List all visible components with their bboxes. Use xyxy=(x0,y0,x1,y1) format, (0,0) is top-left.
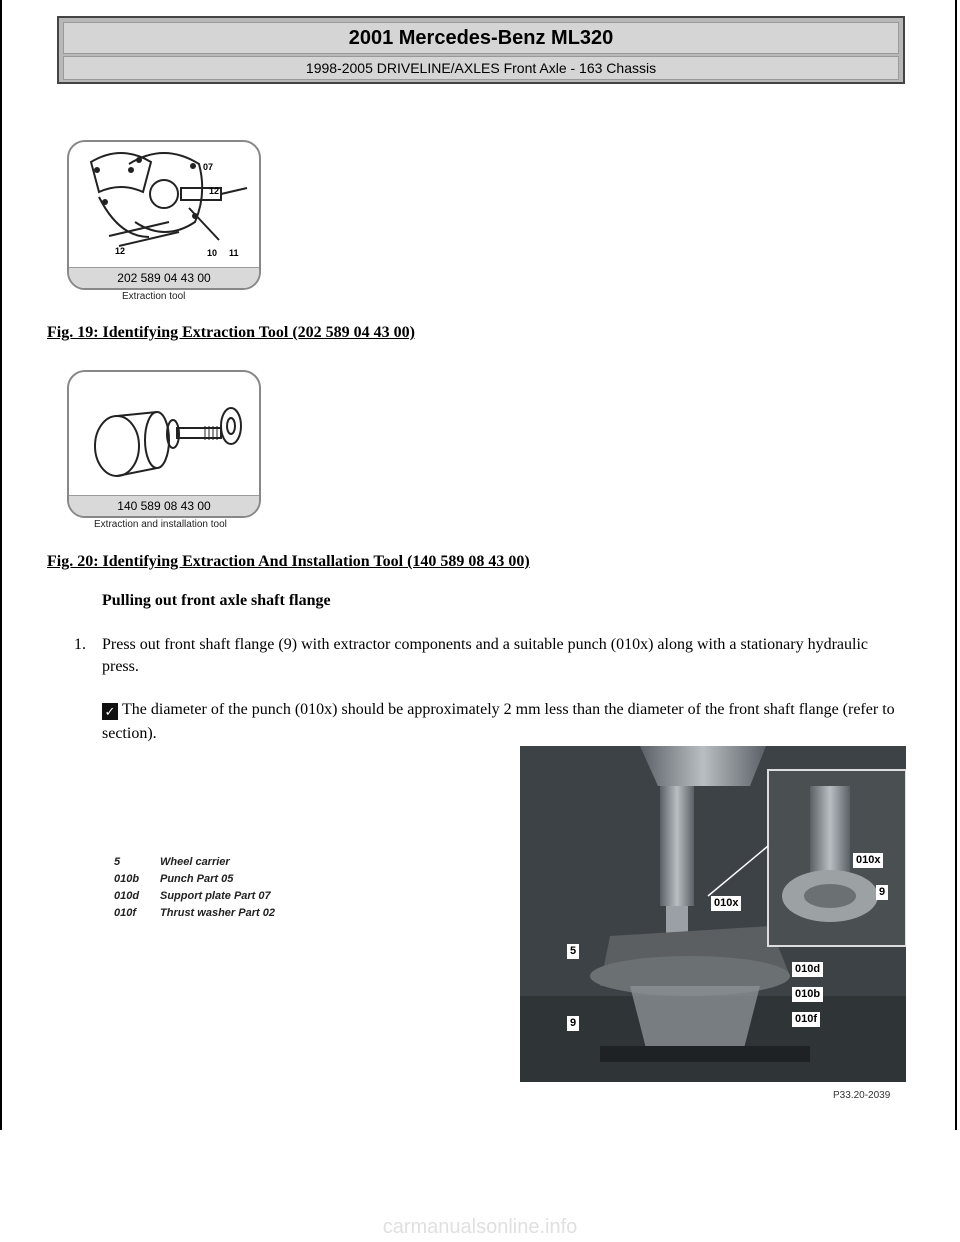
callout-12-top: 12 xyxy=(209,186,220,196)
callout-5: 5 xyxy=(567,944,579,959)
figure-20-title: Fig. 20: Identifying Extraction And Installation Tool (140 589 08 43 00) xyxy=(47,553,530,570)
legend-row: 010d Support plate Part 07 xyxy=(114,890,271,902)
figure-19-image xyxy=(67,140,261,290)
page-edge-left xyxy=(0,0,2,1130)
figure-19-part-number: 202 589 04 43 00 xyxy=(69,267,259,288)
step-text: Press out front shaft flange (9) with extractor components and a suitable punch (010x) along with a stationary hydraulic press. xyxy=(102,636,869,675)
figure-19-image-label: Extraction tool xyxy=(122,291,186,302)
figure-20-image-label: Extraction and installation tool xyxy=(94,519,227,530)
callout-010x-inset: 010x xyxy=(853,853,883,868)
callout-010d: 010d xyxy=(792,962,823,977)
note-text: The diameter of the punch (010x) should be approximately 2 mm less than the diameter of the front shaft flange (refer to section). xyxy=(102,701,895,742)
document-subtitle: 1998-2005 DRIVELINE/AXLES Front Axle - 163 Chassis xyxy=(63,56,899,80)
note-icon: ✓ xyxy=(102,703,118,720)
callout-010b: 010b xyxy=(792,987,823,1002)
document-title: 2001 Mercedes-Benz ML320 xyxy=(63,22,899,54)
callout-12-bottom: 12 xyxy=(115,246,126,256)
page-edge-right xyxy=(955,0,957,1130)
figure-20-image xyxy=(67,370,261,518)
figure-19-title: Fig. 19: Identifying Extraction Tool (202 589 04 43 00) xyxy=(47,324,416,341)
legend-row: 010b Punch Part 05 xyxy=(114,873,234,885)
note-paragraph xyxy=(102,698,902,746)
legend-row: 5 Wheel carrier xyxy=(114,856,230,868)
press-photo xyxy=(520,746,906,1082)
legend-row: 010f Thrust washer Part 02 xyxy=(114,907,275,919)
watermark: carmanualsonline.info xyxy=(382,1216,578,1238)
legend xyxy=(114,856,275,924)
callout-10: 10 xyxy=(207,248,218,258)
callout-07: 07 xyxy=(203,162,214,172)
extraction-tool-drawing xyxy=(69,142,259,270)
callout-010x-main: 010x xyxy=(711,896,741,911)
extraction-installation-tool-drawing xyxy=(69,372,259,498)
photo-reference-code: P33.20-2039 xyxy=(833,1090,891,1101)
callout-9-inset: 9 xyxy=(876,885,888,900)
callout-9-main: 9 xyxy=(567,1016,579,1031)
callout-11: 11 xyxy=(229,248,239,258)
hydraulic-press-illustration xyxy=(520,746,906,1082)
section-heading: Pulling out front axle shaft flange xyxy=(102,592,331,609)
figure-20-part-number: 140 589 08 43 00 xyxy=(69,495,259,516)
callout-010f: 010f xyxy=(792,1012,820,1027)
step-number: 1. xyxy=(74,636,86,653)
document-header xyxy=(57,16,905,84)
